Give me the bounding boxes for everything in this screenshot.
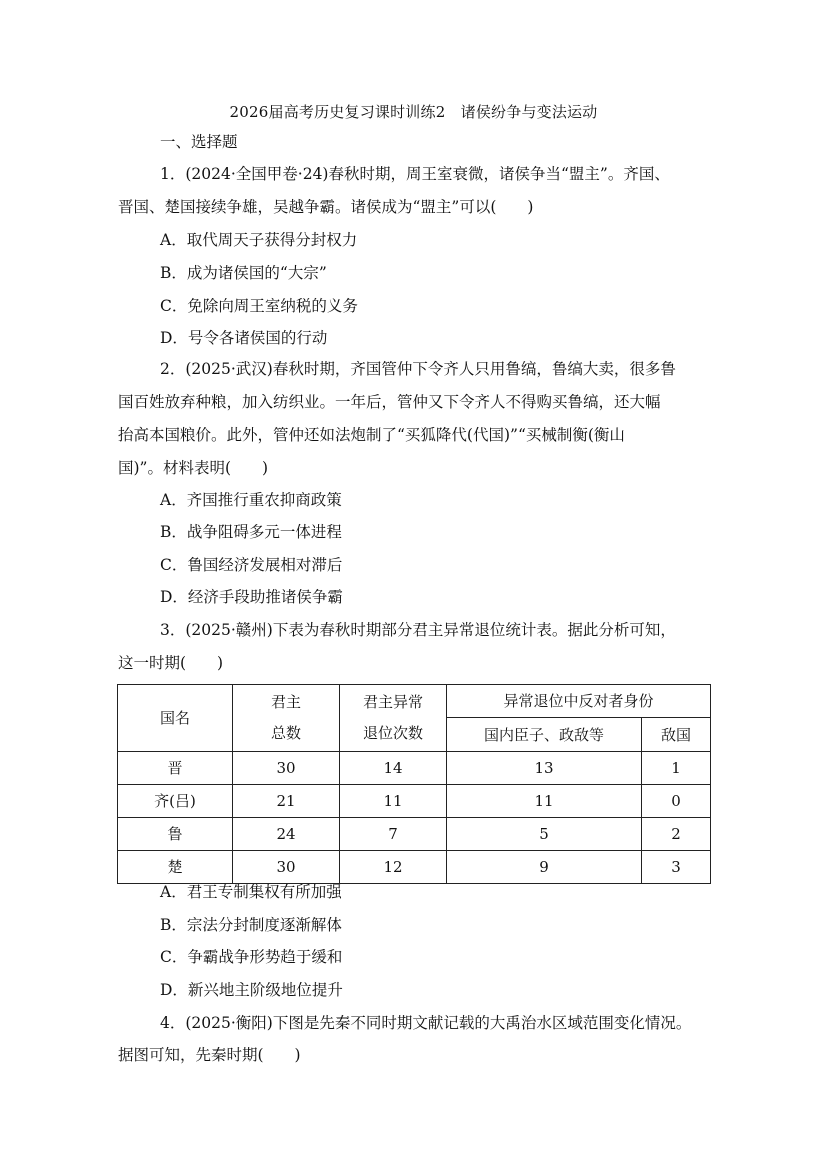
q2-option-b: B．战争阻碍多元一体进程	[160, 523, 342, 541]
q3-stem-line-1: 3．(2025·赣州)下表为春秋时期部分君主异常退位统计表。据此分析可知，	[160, 621, 676, 639]
q3-option-d: D．新兴地主阶级地位提升	[160, 981, 343, 999]
q2-stem-line-4: 国)”。材料表明( )	[118, 459, 269, 477]
q4-stem-line-1: 4．(2025·衡阳)下图是先秦不同时期文献记载的大禹治水区域范围变化情况。	[160, 1014, 692, 1032]
cell-domestic: 5	[447, 818, 642, 851]
table-row	[118, 785, 711, 818]
cell-country: 楚	[118, 851, 233, 884]
table-row	[118, 818, 711, 851]
cell-enemy: 1	[642, 752, 711, 785]
q3-option-c: C．争霸战争形势趋于缓和	[160, 948, 343, 966]
q3-option-b: B．宗法分封制度逐渐解体	[160, 916, 342, 934]
cell-domestic: 11	[447, 785, 642, 818]
header-country: 国名	[118, 685, 233, 752]
table-header-row	[118, 685, 711, 718]
q2-stem-line-1: 2．(2025·武汉)春秋时期，齐国管仲下令齐人只用鲁缟，鲁缟大卖，很多鲁	[160, 360, 676, 378]
cell-country: 晋	[118, 752, 233, 785]
q1-option-a: A．取代周天子获得分封权力	[160, 231, 358, 249]
cell-abnormal: 11	[340, 785, 447, 818]
q2-stem-line-2: 国百姓放弃种粮，加入纺织业。一年后，管仲又下令齐人不得购买鲁缟，还大幅	[118, 393, 661, 411]
cell-country: 鲁	[118, 818, 233, 851]
q2-stem-line-3: 抬高本国粮价。此外，管仲还如法炮制了“买狐降代(代国)”“买械制衡(衡山	[118, 426, 625, 444]
table-row	[118, 851, 711, 884]
cell-abnormal: 14	[340, 752, 447, 785]
cell-enemy: 0	[642, 785, 711, 818]
cell-abnormal: 12	[340, 851, 447, 884]
cell-domestic: 13	[447, 752, 642, 785]
q3-option-a: A．君王专制集权有所加强	[160, 883, 342, 901]
cell-enemy: 3	[642, 851, 711, 884]
header-total: 君主 总数	[233, 685, 340, 752]
cell-total: 30	[233, 851, 340, 884]
cell-abnormal: 7	[340, 818, 447, 851]
header-enemy: 敌国	[642, 718, 711, 752]
q2-option-d: D．经济手段助推诸侯争霸	[160, 588, 343, 606]
cell-total: 24	[233, 818, 340, 851]
cell-total: 21	[233, 785, 340, 818]
header-domestic: 国内臣子、政敌等	[447, 718, 642, 752]
q1-option-d: D．号令各诸侯国的行动	[160, 329, 328, 347]
q1-stem-line-1: 1．(2024·全国甲卷·24)春秋时期，周王室衰微，诸侯争当“盟主”。齐国、	[160, 165, 670, 183]
q2-option-a: A．齐国推行重农抑商政策	[160, 491, 342, 509]
cell-enemy: 2	[642, 818, 711, 851]
q1-option-b: B．成为诸侯国的“大宗”	[160, 264, 327, 282]
q1-stem-line-2: 晋国、楚国接续争雄，吴越争霸。诸侯成为“盟主”可以( )	[118, 198, 534, 216]
document-title: 2026届高考历史复习课时训练2 诸侯纷争与变法运动	[229, 103, 598, 121]
statistics-table	[117, 684, 711, 884]
q2-option-c: C．鲁国经济发展相对滞后	[160, 556, 343, 574]
section-heading: 一、选择题	[160, 133, 238, 151]
q1-option-c: C．免除向周王室纳税的义务	[160, 297, 358, 315]
q3-stem-line-2: 这一时期( )	[118, 654, 224, 672]
header-opponent: 异常退位中反对者身份	[447, 685, 711, 718]
cell-total: 30	[233, 752, 340, 785]
table-row	[118, 752, 711, 785]
header-abnormal: 君主异常 退位次数	[340, 685, 447, 752]
cell-country: 齐(吕)	[118, 785, 233, 818]
cell-domestic: 9	[447, 851, 642, 884]
q4-stem-line-2: 据图可知，先秦时期( )	[118, 1046, 301, 1064]
